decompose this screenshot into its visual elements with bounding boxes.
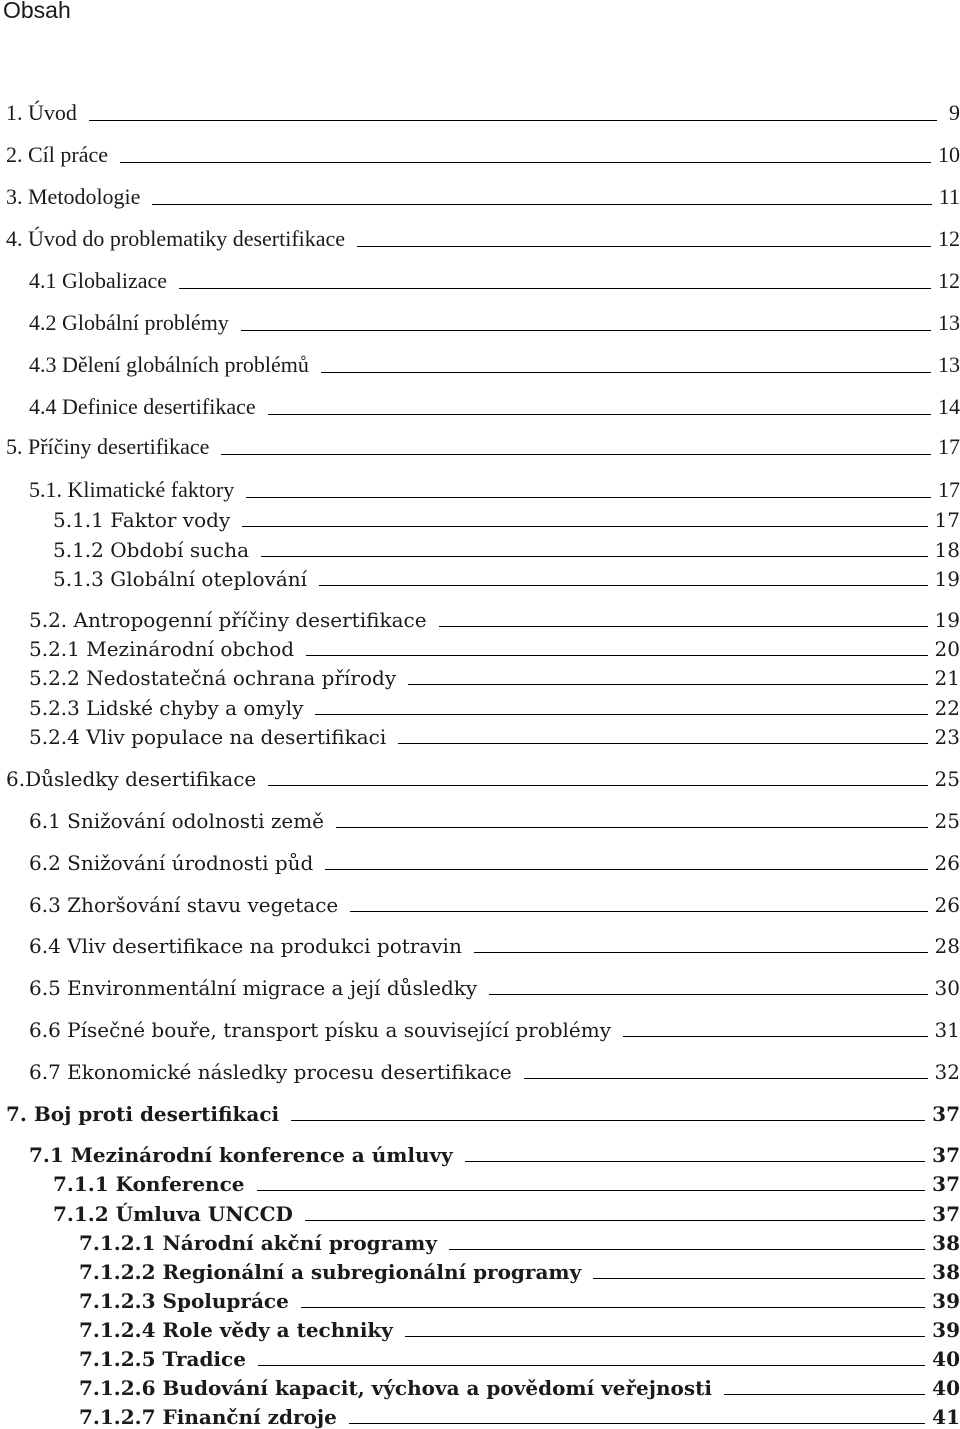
toc-entry-page: 14 xyxy=(938,394,960,419)
toc-entry-page: 21 xyxy=(934,666,960,690)
toc-leader-line xyxy=(336,827,928,828)
toc-entry-label: 5.2.3 Lidské chyby a omyly xyxy=(29,696,304,720)
toc-entry-label: 6.2 Snižování úrodnosti půd xyxy=(29,851,314,875)
toc-entry-label: 5.1. Klimatické faktory xyxy=(29,477,235,502)
toc-entry[interactable] xyxy=(29,885,960,915)
toc-entry-page: 17 xyxy=(934,508,960,532)
toc-entry-page: 12 xyxy=(938,268,960,293)
toc-entry[interactable] xyxy=(29,968,960,998)
toc-entry[interactable] xyxy=(79,1310,960,1340)
toc-entry-label: 4.2 Globální problémy xyxy=(29,310,229,335)
toc-leader-line xyxy=(291,1120,925,1121)
toc-entry[interactable] xyxy=(29,658,960,688)
toc-entry-label: 5.2.4 Vliv populace na desertifikaci xyxy=(29,725,387,749)
toc-entry-page: 26 xyxy=(934,851,960,875)
toc-leader-line xyxy=(268,785,927,786)
toc-entry[interactable] xyxy=(29,388,960,418)
toc-entry-label: 3. Metodologie xyxy=(6,184,141,209)
toc-entry-page: 12 xyxy=(938,226,960,251)
toc-entry-page: 10 xyxy=(938,142,960,167)
toc-entry-label: 5.2. Antropogenní příčiny desertifikace xyxy=(29,608,427,632)
toc-leader-line xyxy=(439,626,928,627)
toc-entry-label: 5.1.3 Globální oteplování xyxy=(53,567,308,591)
toc-entry-page: 39 xyxy=(932,1289,960,1313)
toc-entry[interactable] xyxy=(29,262,960,292)
toc-entry-label: 7.1.2.6 Budování kapacit, výchova a povědomí veřejnosti xyxy=(79,1376,712,1400)
toc-leader-line xyxy=(301,1307,925,1308)
toc-entry-page: 39 xyxy=(932,1318,960,1342)
toc-entry-label: 1. Úvod xyxy=(6,100,77,125)
toc-entry-page: 17 xyxy=(938,434,960,459)
toc-entry-page: 37 xyxy=(932,1143,960,1167)
toc-entry[interactable] xyxy=(29,304,960,334)
toc-leader-line xyxy=(258,1365,925,1366)
toc-entry[interactable] xyxy=(29,801,960,831)
toc-entry-label: 4.3 Dělení globálních problémů xyxy=(29,352,309,377)
toc-leader-line xyxy=(349,1423,925,1424)
toc-entry[interactable] xyxy=(29,1010,960,1040)
toc-entry-page: 28 xyxy=(934,934,960,958)
toc-entry-label: 6.1 Snižování odolnosti země xyxy=(29,809,325,833)
toc-entry-page: 32 xyxy=(934,1060,960,1084)
toc-entry-label: 6.7 Ekonomické následky procesu desertifikace xyxy=(29,1060,512,1084)
toc-entry-label: 6.3 Zhoršování stavu vegetace xyxy=(29,893,339,917)
toc-leader-line xyxy=(120,162,931,163)
toc-leader-line xyxy=(89,120,937,121)
toc-leader-line xyxy=(319,585,927,586)
toc-entry[interactable] xyxy=(6,1094,960,1124)
toc-entry-label: 7.1.2.4 Role vědy a techniky xyxy=(79,1318,393,1342)
toc-entry-label: 7.1.1 Konference xyxy=(53,1172,245,1196)
toc-leader-line xyxy=(623,1036,928,1037)
toc-leader-line xyxy=(152,204,931,205)
toc-entry-label: 4.4 Definice desertifikace xyxy=(29,394,256,419)
toc-entry-label: 7.1.2 Úmluva UNCCD xyxy=(53,1202,293,1226)
toc-entry-label: 4. Úvod do problematiky desertifikace xyxy=(6,226,346,251)
toc-entry-label: 5.2.2 Nedostatečná ochrana přírody xyxy=(29,666,397,690)
toc-leader-line xyxy=(524,1078,928,1079)
toc-entry[interactable] xyxy=(29,926,960,956)
toc-entry-label: 4.1 Globalizace xyxy=(29,268,168,293)
toc-entry-page: 25 xyxy=(934,809,960,833)
toc-entry-label: 5.1.2 Období sucha xyxy=(53,538,249,562)
toc-entry-label: 7. Boj proti desertifikaci xyxy=(6,1102,280,1126)
toc-entry-page: 25 xyxy=(934,767,960,791)
toc-entry[interactable] xyxy=(6,94,960,124)
toc-leader-line xyxy=(593,1278,925,1279)
toc-entry-page: 13 xyxy=(938,352,960,377)
toc-leader-line xyxy=(315,714,927,715)
toc-leader-line xyxy=(257,1190,926,1191)
toc-entry-page: 22 xyxy=(934,696,960,720)
toc-entry[interactable] xyxy=(53,500,960,530)
toc-entry-page: 37 xyxy=(932,1102,960,1126)
toc-leader-line xyxy=(321,372,931,373)
toc-entry-label: 6.6 Písečné bouře, transport písku a související problémy xyxy=(29,1018,612,1042)
toc-entry-label: 7.1.2.1 Národní akční programy xyxy=(79,1231,437,1255)
toc-entry-label: 6.4 Vliv desertifikace na produkci potravin xyxy=(29,934,462,958)
toc-entry-page: 18 xyxy=(934,538,960,562)
toc-entry[interactable] xyxy=(29,688,960,718)
toc-entry-label: 7.1.2.5 Tradice xyxy=(79,1347,246,1371)
toc-leader-line xyxy=(350,911,927,912)
toc-entry-page: 37 xyxy=(932,1172,960,1196)
toc-entry-page: 40 xyxy=(932,1376,960,1400)
toc-entry-page: 37 xyxy=(932,1202,960,1226)
toc-entry[interactable] xyxy=(79,1368,960,1398)
toc-entry[interactable] xyxy=(79,1281,960,1311)
toc-entry[interactable] xyxy=(6,178,960,208)
toc-entry[interactable] xyxy=(53,559,960,589)
toc-entry-label: 7.1.2.3 Spolupráce xyxy=(79,1289,289,1313)
toc-entry-page: 20 xyxy=(934,637,960,661)
toc-entry-page: 19 xyxy=(934,608,960,632)
toc-entry-page: 17 xyxy=(938,477,960,502)
toc-entry[interactable] xyxy=(29,1135,960,1165)
toc-entry-page: 30 xyxy=(934,976,960,1000)
toc-leader-line xyxy=(221,454,931,455)
toc-entry[interactable] xyxy=(53,1164,960,1194)
toc-entry-label: 7.1.2.7 Finanční zdroje xyxy=(79,1405,337,1429)
toc-entry-page: 26 xyxy=(934,893,960,917)
toc-entry[interactable] xyxy=(29,629,960,659)
toc-entry[interactable] xyxy=(79,1339,960,1369)
toc-entry[interactable] xyxy=(79,1252,960,1282)
toc-entry-label: 7.1.2.2 Regionální a subregionální programy xyxy=(79,1260,582,1284)
toc-leader-line xyxy=(408,684,927,685)
toc-leader-line xyxy=(474,952,928,953)
toc-leader-line xyxy=(357,246,931,247)
toc-leader-line xyxy=(465,1161,925,1162)
toc-entry[interactable] xyxy=(6,136,960,166)
toc-entry-page: 9 xyxy=(949,100,960,125)
toc-entry-label: 6.Důsledky desertifikace xyxy=(6,767,257,791)
toc-entry-label: 6.5 Environmentální migrace a její důsledky xyxy=(29,976,478,1000)
toc-entry[interactable] xyxy=(79,1397,960,1427)
toc-leader-line xyxy=(179,288,931,289)
toc-leader-line xyxy=(489,994,927,995)
toc-entry-page: 11 xyxy=(938,184,960,209)
page-title: Obsah xyxy=(3,0,71,23)
toc-entry-page: 38 xyxy=(932,1231,960,1255)
toc-entry-page: 38 xyxy=(932,1260,960,1284)
toc-entry[interactable] xyxy=(53,1194,960,1224)
toc-leader-line xyxy=(325,869,927,870)
toc-leader-line xyxy=(305,1220,925,1221)
toc-leader-line xyxy=(405,1336,925,1337)
toc-leader-line xyxy=(306,655,927,656)
toc-entry[interactable] xyxy=(6,428,960,458)
toc-entry-label: 2. Cíl práce xyxy=(6,142,109,167)
toc-entry-label: 5. Příčiny desertifikace xyxy=(6,434,210,459)
toc-entry-page: 41 xyxy=(932,1405,960,1429)
toc-entry[interactable] xyxy=(29,843,960,873)
toc-entry[interactable] xyxy=(53,530,960,560)
toc-leader-line xyxy=(242,526,927,527)
toc-entry-label: 7.1 Mezinárodní konference a úmluvy xyxy=(29,1143,453,1167)
toc-entry-label: 5.1.1 Faktor vody xyxy=(53,508,231,532)
toc-entry-label: 5.2.1 Mezinárodní obchod xyxy=(29,637,295,661)
toc-leader-line xyxy=(724,1394,925,1395)
toc-entry-page: 19 xyxy=(934,567,960,591)
toc-entry-page: 13 xyxy=(938,310,960,335)
toc-entry[interactable] xyxy=(6,759,960,789)
toc-entry-page: 31 xyxy=(934,1018,960,1042)
toc-leader-line xyxy=(398,743,927,744)
toc-leader-line xyxy=(268,414,931,415)
toc-entry[interactable] xyxy=(29,471,960,501)
toc-entry-page: 23 xyxy=(934,725,960,749)
toc-entry[interactable] xyxy=(79,1223,960,1253)
toc-entry[interactable] xyxy=(6,220,960,250)
toc-entry-page: 40 xyxy=(932,1347,960,1371)
toc-leader-line xyxy=(241,330,931,331)
toc-leader-line xyxy=(246,497,931,498)
toc-entry[interactable] xyxy=(29,346,960,376)
toc-entry[interactable] xyxy=(29,600,960,630)
toc-leader-line xyxy=(449,1249,925,1250)
toc-entry[interactable] xyxy=(29,1052,960,1082)
toc-entry[interactable] xyxy=(29,717,960,747)
toc-leader-line xyxy=(261,556,928,557)
